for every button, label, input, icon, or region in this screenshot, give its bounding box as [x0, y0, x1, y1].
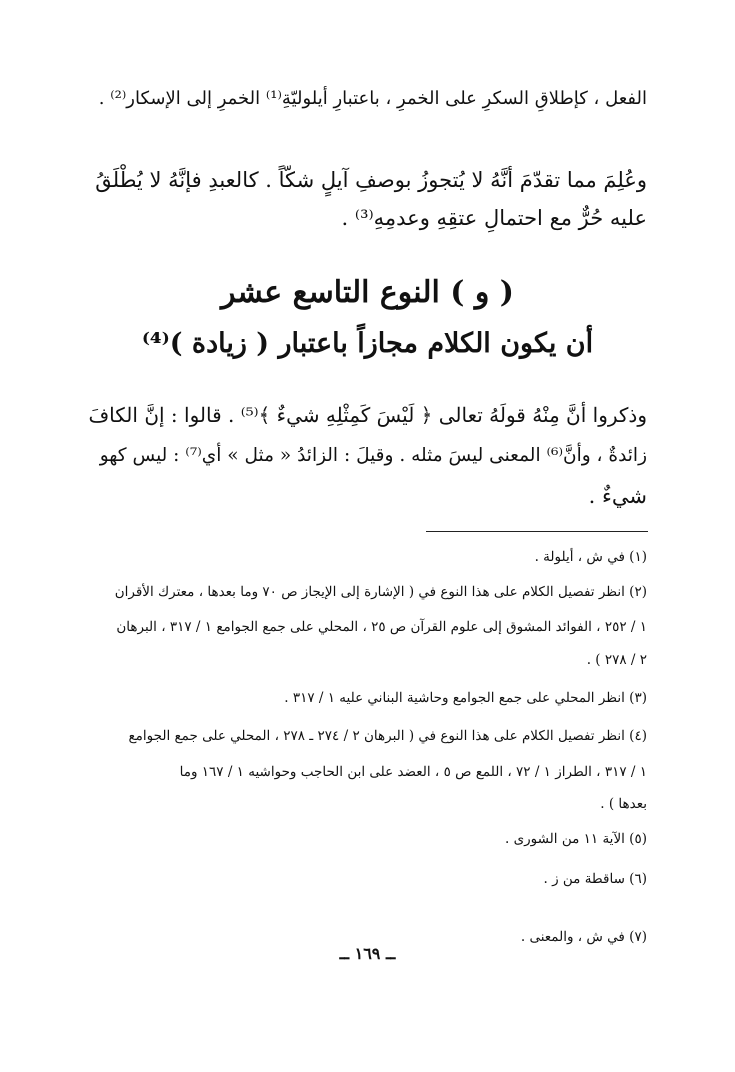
footnote-4-line-2: ١ / ٣١٧ ، الطراز ١ / ٧٢ ، اللمع ص ٥ ، العضد على ابن الحاجب وحواشيه ١ / ١٦٧ وما — [179, 764, 647, 780]
footnote-2-line-1: (٢) انظر تفصيل الكلام على هذا النوع في ( الإشارة إلى الإيجاز ص ٧٠ وما بعدها ، معترك الأقران — [114, 584, 647, 600]
body-line-6: شيءٌ . — [588, 484, 647, 508]
footnote-4-line-3: بعدها ) . — [600, 796, 647, 812]
footnote-2-line-3: ٢ / ٢٧٨ ) . — [586, 652, 647, 668]
body-line-1: الفعل ، كإطلاقِ السكرِ على الخمرِ ، باعتبارِ أيلوليّةِ⁽¹⁾ الخمرِ إلى الإسكار⁽²⁾ . — [98, 88, 647, 109]
body-line-3: عليه حُرٌّ مع احتمالِ عتقِهِ وعدمِهِ⁽³⁾ . — [341, 206, 647, 230]
body-line-2: وعُلِمَ مما تقدّمَ أنَّهُ لا يُتجوزُ بوصفِ آيلٍ شكّاً . كالعبدِ فإنَّهُ لا يُطْلَقُ — [95, 168, 647, 192]
footnote-6: (٦) ساقطة من ز . — [543, 871, 647, 887]
body-line-5: زائدةٌ ، وأنَّ⁽⁶⁾ المعنى ليسَ مثله . وقيلَ : الزائدُ « مثل » أي⁽⁷⁾ : ليس كهو — [99, 445, 647, 466]
footnote-4-line-1: (٤) انظر تفصيل الكلام على هذا النوع في ( البرهان ٢ / ٢٧٤ ـ ٢٧٨ ، المحلي على جمع الجوامع — [128, 728, 647, 744]
footnote-divider — [426, 531, 648, 532]
footnote-3: (٣) انظر المحلي على جمع الجوامع وحاشية البناني عليه ١ / ٣١٧ . — [284, 690, 647, 706]
footnote-2-line-2: ١ / ٢٥٢ ، الفوائد المشوق إلى علوم القرآن ص ٢٥ ، المحلي على جمع الجوامع ١ / ٣١٧ ، البرهان — [116, 619, 647, 635]
footnote-7: (٧) في ش ، والمعنى . — [520, 929, 647, 945]
section-subheading: أن يكون الكلام مجازاً باعتبار ( زيادة )⁽⁴⁾ — [141, 328, 594, 359]
page-number: ــ ١٦٩ ــ — [339, 944, 396, 963]
footnote-5: (٥) الآية ١١ من الشورى . — [505, 831, 647, 847]
body-line-4: وذكروا أنَّ مِنْهُ قولَهُ تعالى ﴿ لَيْسَ كَمِثْلِهِ شيءٌ ﴾⁽⁵⁾ . قالوا : إنَّ الكافَ — [88, 403, 647, 427]
footnote-1: (١) في ش ، أيلولة . — [534, 549, 647, 565]
section-heading: ( و ) النوع التاسع عشر — [220, 275, 514, 310]
